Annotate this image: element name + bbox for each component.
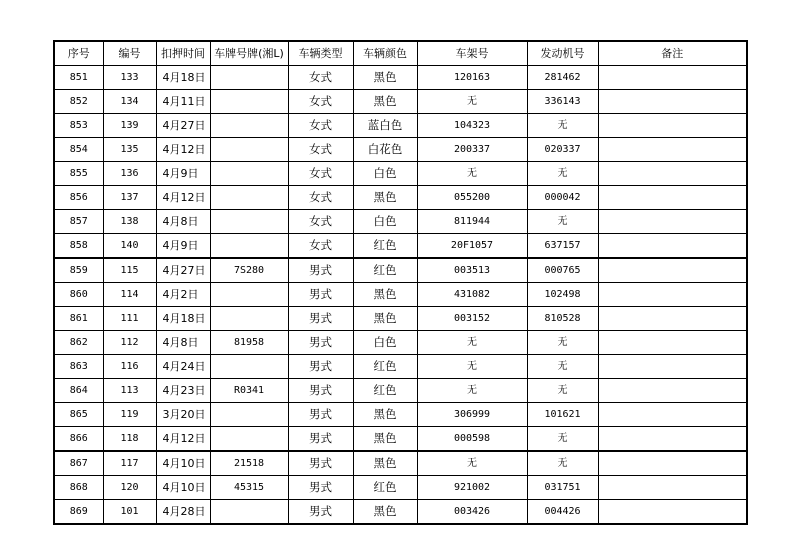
engine-number-cell: 101621 <box>527 403 598 427</box>
table-row <box>54 234 747 259</box>
serial-cell: 856 <box>54 186 103 210</box>
color-cell: 白色 <box>353 331 417 355</box>
engine-number-cell: 无 <box>527 114 598 138</box>
code-cell: 140 <box>103 234 156 259</box>
vehicle-impound-table <box>53 40 748 525</box>
color-cell: 黑色 <box>353 403 417 427</box>
color-cell: 红色 <box>353 258 417 283</box>
type-cell: 男式 <box>288 379 353 403</box>
remarks-cell <box>598 427 747 452</box>
plate-cell: 45315 <box>210 476 288 500</box>
header-vehicle-type: 车辆类型 <box>288 41 353 66</box>
header-code: 编号 <box>103 41 156 66</box>
engine-number-cell: 031751 <box>527 476 598 500</box>
plate-cell <box>210 234 288 259</box>
engine-number-cell: 000765 <box>527 258 598 283</box>
plate-cell <box>210 403 288 427</box>
frame-number-cell: 003426 <box>417 500 527 525</box>
serial-cell: 857 <box>54 210 103 234</box>
frame-number-cell: 003152 <box>417 307 527 331</box>
engine-number-cell: 004426 <box>527 500 598 525</box>
serial-cell: 855 <box>54 162 103 186</box>
table-row <box>54 355 747 379</box>
seize-date-cell: 4月24日 <box>156 355 210 379</box>
engine-number-cell: 102498 <box>527 283 598 307</box>
table-row <box>54 476 747 500</box>
seize-date-cell: 4月18日 <box>156 66 210 90</box>
frame-number-cell: 20F1057 <box>417 234 527 259</box>
plate-cell <box>210 66 288 90</box>
serial-cell: 861 <box>54 307 103 331</box>
seize-date-cell: 4月10日 <box>156 451 210 476</box>
type-cell: 女式 <box>288 162 353 186</box>
type-cell: 男式 <box>288 476 353 500</box>
frame-number-cell: 无 <box>417 379 527 403</box>
engine-number-cell: 无 <box>527 162 598 186</box>
type-cell: 男式 <box>288 500 353 525</box>
color-cell: 白色 <box>353 210 417 234</box>
frame-number-cell: 811944 <box>417 210 527 234</box>
seize-date-cell: 4月12日 <box>156 186 210 210</box>
table-row <box>54 258 747 283</box>
type-cell: 男式 <box>288 258 353 283</box>
engine-number-cell: 无 <box>527 331 598 355</box>
serial-cell: 867 <box>54 451 103 476</box>
plate-cell <box>210 90 288 114</box>
frame-number-cell: 无 <box>417 451 527 476</box>
seize-date-cell: 4月12日 <box>156 427 210 452</box>
remarks-cell <box>598 138 747 162</box>
plate-cell <box>210 138 288 162</box>
seize-date-cell: 4月23日 <box>156 379 210 403</box>
serial-cell: 852 <box>54 90 103 114</box>
seize-date-cell: 4月9日 <box>156 234 210 259</box>
table-row <box>54 66 747 90</box>
plate-cell: R0341 <box>210 379 288 403</box>
color-cell: 黑色 <box>353 307 417 331</box>
color-cell: 黑色 <box>353 451 417 476</box>
engine-number-cell: 无 <box>527 451 598 476</box>
remarks-cell <box>598 210 747 234</box>
remarks-cell <box>598 403 747 427</box>
type-cell: 女式 <box>288 138 353 162</box>
seize-date-cell: 4月11日 <box>156 90 210 114</box>
color-cell: 红色 <box>353 355 417 379</box>
header-seize-date: 扣押时间 <box>156 41 210 66</box>
color-cell: 黑色 <box>353 186 417 210</box>
seize-date-cell: 3月20日 <box>156 403 210 427</box>
table-row <box>54 403 747 427</box>
plate-cell <box>210 114 288 138</box>
type-cell: 女式 <box>288 90 353 114</box>
serial-cell: 854 <box>54 138 103 162</box>
seize-date-cell: 4月28日 <box>156 500 210 525</box>
code-cell: 114 <box>103 283 156 307</box>
table-body <box>54 66 747 525</box>
frame-number-cell: 431082 <box>417 283 527 307</box>
serial-cell: 866 <box>54 427 103 452</box>
remarks-cell <box>598 186 747 210</box>
code-cell: 119 <box>103 403 156 427</box>
engine-number-cell: 810528 <box>527 307 598 331</box>
serial-cell: 858 <box>54 234 103 259</box>
plate-cell <box>210 186 288 210</box>
remarks-cell <box>598 114 747 138</box>
frame-number-cell: 无 <box>417 162 527 186</box>
serial-cell: 853 <box>54 114 103 138</box>
remarks-cell <box>598 500 747 525</box>
frame-number-cell: 120163 <box>417 66 527 90</box>
color-cell: 白花色 <box>353 138 417 162</box>
code-cell: 116 <box>103 355 156 379</box>
seize-date-cell: 4月9日 <box>156 162 210 186</box>
table-row <box>54 500 747 525</box>
color-cell: 黑色 <box>353 500 417 525</box>
remarks-cell <box>598 355 747 379</box>
header-row <box>54 41 747 66</box>
plate-cell <box>210 162 288 186</box>
type-cell: 男式 <box>288 331 353 355</box>
remarks-cell <box>598 451 747 476</box>
type-cell: 男式 <box>288 283 353 307</box>
type-cell: 女式 <box>288 114 353 138</box>
type-cell: 男式 <box>288 355 353 379</box>
seize-date-cell: 4月8日 <box>156 331 210 355</box>
code-cell: 115 <box>103 258 156 283</box>
color-cell: 白色 <box>353 162 417 186</box>
table-row <box>54 379 747 403</box>
color-cell: 红色 <box>353 234 417 259</box>
table-row <box>54 283 747 307</box>
remarks-cell <box>598 258 747 283</box>
serial-cell: 868 <box>54 476 103 500</box>
serial-cell: 863 <box>54 355 103 379</box>
header-frame-number: 车架号 <box>417 41 527 66</box>
serial-cell: 851 <box>54 66 103 90</box>
type-cell: 女式 <box>288 210 353 234</box>
code-cell: 136 <box>103 162 156 186</box>
code-cell: 117 <box>103 451 156 476</box>
serial-cell: 862 <box>54 331 103 355</box>
plate-cell <box>210 283 288 307</box>
table-row <box>54 427 747 452</box>
table-row <box>54 138 747 162</box>
table-row <box>54 114 747 138</box>
remarks-cell <box>598 90 747 114</box>
serial-cell: 864 <box>54 379 103 403</box>
engine-number-cell: 无 <box>527 210 598 234</box>
engine-number-cell: 无 <box>527 427 598 452</box>
table-row <box>54 451 747 476</box>
plate-cell <box>210 500 288 525</box>
remarks-cell <box>598 234 747 259</box>
serial-cell: 860 <box>54 283 103 307</box>
frame-number-cell: 无 <box>417 355 527 379</box>
seize-date-cell: 4月10日 <box>156 476 210 500</box>
code-cell: 134 <box>103 90 156 114</box>
type-cell: 男式 <box>288 451 353 476</box>
serial-cell: 859 <box>54 258 103 283</box>
code-cell: 118 <box>103 427 156 452</box>
seize-date-cell: 4月8日 <box>156 210 210 234</box>
table-row <box>54 162 747 186</box>
header-serial: 序号 <box>54 41 103 66</box>
table-row <box>54 210 747 234</box>
header-remarks: 备注 <box>598 41 747 66</box>
type-cell: 男式 <box>288 403 353 427</box>
frame-number-cell: 921002 <box>417 476 527 500</box>
header-engine-number: 发动机号 <box>527 41 598 66</box>
type-cell: 女式 <box>288 66 353 90</box>
engine-number-cell: 020337 <box>527 138 598 162</box>
code-cell: 113 <box>103 379 156 403</box>
table-row <box>54 186 747 210</box>
color-cell: 黑色 <box>353 283 417 307</box>
color-cell: 黑色 <box>353 90 417 114</box>
seize-date-cell: 4月12日 <box>156 138 210 162</box>
frame-number-cell: 306999 <box>417 403 527 427</box>
frame-number-cell: 无 <box>417 90 527 114</box>
table-row <box>54 331 747 355</box>
seize-date-cell: 4月27日 <box>156 258 210 283</box>
plate-cell: 81958 <box>210 331 288 355</box>
type-cell: 男式 <box>288 427 353 452</box>
remarks-cell <box>598 476 747 500</box>
remarks-cell <box>598 331 747 355</box>
engine-number-cell: 无 <box>527 379 598 403</box>
color-cell: 黑色 <box>353 427 417 452</box>
remarks-cell <box>598 162 747 186</box>
plate-cell: 21518 <box>210 451 288 476</box>
header-vehicle-color: 车辆颜色 <box>353 41 417 66</box>
plate-cell: 7S280 <box>210 258 288 283</box>
serial-cell: 865 <box>54 403 103 427</box>
seize-date-cell: 4月2日 <box>156 283 210 307</box>
engine-number-cell: 637157 <box>527 234 598 259</box>
code-cell: 112 <box>103 331 156 355</box>
code-cell: 133 <box>103 66 156 90</box>
table-row <box>54 307 747 331</box>
plate-cell <box>210 210 288 234</box>
engine-number-cell: 无 <box>527 355 598 379</box>
code-cell: 135 <box>103 138 156 162</box>
remarks-cell <box>598 66 747 90</box>
remarks-cell <box>598 379 747 403</box>
serial-cell: 869 <box>54 500 103 525</box>
remarks-cell <box>598 283 747 307</box>
code-cell: 139 <box>103 114 156 138</box>
plate-cell <box>210 355 288 379</box>
frame-number-cell: 200337 <box>417 138 527 162</box>
color-cell: 黑色 <box>353 66 417 90</box>
engine-number-cell: 000042 <box>527 186 598 210</box>
code-cell: 120 <box>103 476 156 500</box>
color-cell: 红色 <box>353 476 417 500</box>
color-cell: 蓝白色 <box>353 114 417 138</box>
frame-number-cell: 无 <box>417 331 527 355</box>
frame-number-cell: 000598 <box>417 427 527 452</box>
color-cell: 红色 <box>353 379 417 403</box>
type-cell: 男式 <box>288 307 353 331</box>
plate-cell <box>210 427 288 452</box>
code-cell: 111 <box>103 307 156 331</box>
frame-number-cell: 104323 <box>417 114 527 138</box>
plate-cell <box>210 307 288 331</box>
code-cell: 138 <box>103 210 156 234</box>
seize-date-cell: 4月18日 <box>156 307 210 331</box>
type-cell: 女式 <box>288 186 353 210</box>
engine-number-cell: 336143 <box>527 90 598 114</box>
seize-date-cell: 4月27日 <box>156 114 210 138</box>
remarks-cell <box>598 307 747 331</box>
header-plate: 车牌号牌(湘L) <box>210 41 288 66</box>
type-cell: 女式 <box>288 234 353 259</box>
frame-number-cell: 055200 <box>417 186 527 210</box>
engine-number-cell: 281462 <box>527 66 598 90</box>
code-cell: 101 <box>103 500 156 525</box>
table-row <box>54 90 747 114</box>
frame-number-cell: 003513 <box>417 258 527 283</box>
code-cell: 137 <box>103 186 156 210</box>
